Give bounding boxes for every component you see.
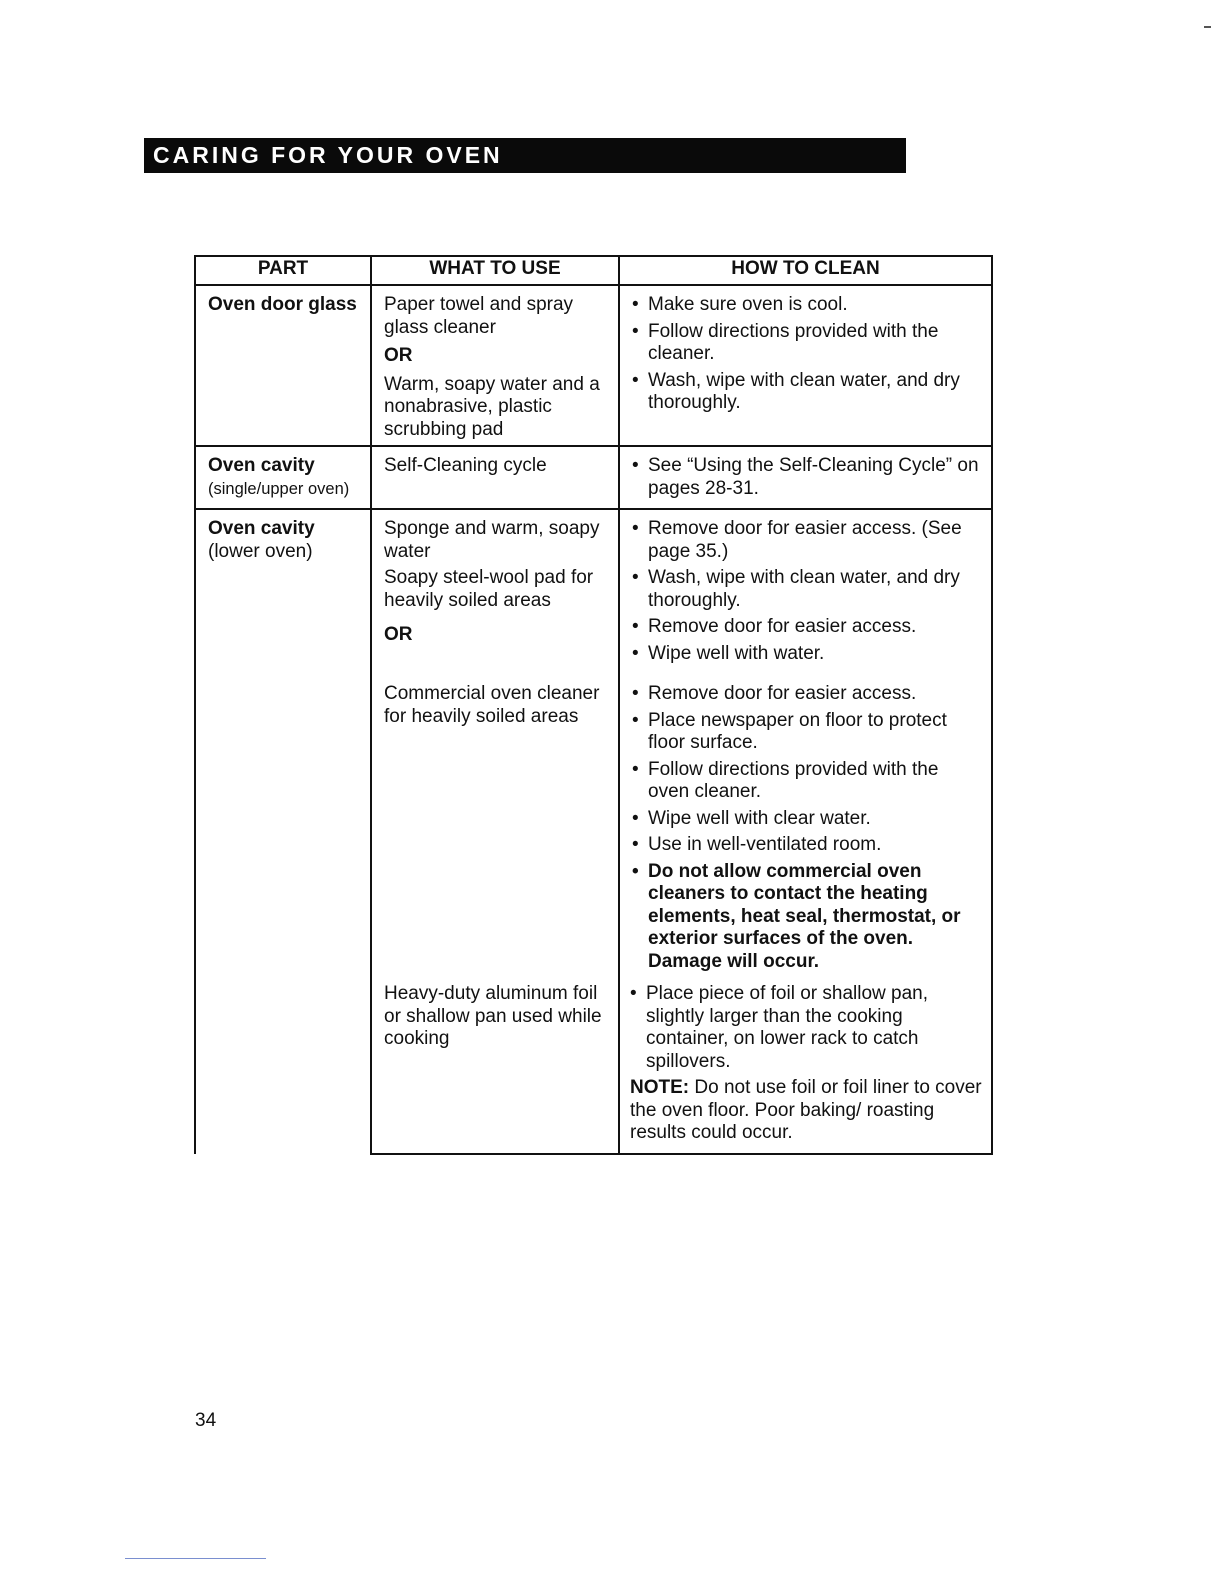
use-text: Self-Cleaning cycle [384,455,547,476]
instruction-list [632,455,983,500]
instruction-item: • Remove door for easier access. [632,683,983,706]
instruction-item: • Follow directions provided with the oven cleaner. [632,759,983,804]
table-row [195,446,992,509]
warning-item: • Do not allow commercial oven cleaners to contact the heating elements, heat seal, thermostat, or exterior surfaces of the oven. Damage will occur. [632,861,983,974]
section-title: CARING FOR YOUR OVEN [153,142,503,168]
part-cell [195,446,371,509]
instruction-item: • Use in well-ventilated room. [632,834,983,857]
use-text: Soapy steel-wool pad for heavily soiled areas [384,567,594,611]
use-text: Warm, soapy water and a nonabrasive, plastic scrubbing pad [384,373,600,440]
instruction-list [632,683,983,973]
how-to-clean-cell [619,981,992,1154]
instruction-item: • Wipe well with clear water. [632,808,983,831]
table-header-row [195,256,992,285]
column-header-part: PART [195,256,371,285]
how-to-clean-cell [619,673,992,981]
instruction-list [632,294,983,415]
column-header-what-to-use: WHAT TO USE [371,256,619,285]
what-to-use-cell [371,285,619,446]
use-text: Paper towel and spray glass cleaner [384,294,574,338]
instruction-item: • Make sure oven is cool. [632,294,983,317]
use-text: Commercial oven cleaner for heavily soiled areas [384,683,600,727]
instruction-item: • Wipe well with water. [632,643,983,666]
use-text: Sponge and warm, soapy water [384,518,600,562]
part-name: Oven cavity [208,455,315,476]
note-label: NOTE: [630,1077,690,1098]
section-banner [144,138,906,173]
how-to-clean-cell [619,285,992,446]
part-cell [195,285,371,446]
scan-mark [1204,26,1211,28]
use-text: Heavy-duty aluminum foil or shallow pan used while cooking [384,983,602,1049]
part-name: Oven cavity [208,518,315,539]
note [630,1077,983,1145]
or-label: OR [384,624,413,645]
what-to-use-cell [371,673,619,981]
instruction-item: • Place piece of foil or shallow pan, slightly larger than the cooking container, on lower rack to catch spillovers. [630,983,983,1073]
part-name: Oven door glass [208,294,357,315]
page-number: 34 [195,1410,217,1431]
how-to-clean-cell [619,446,992,509]
what-to-use-cell [371,981,619,1154]
instruction-item: • Wash, wipe with clean water, and dry thoroughly. [632,370,983,415]
how-to-clean-cell [619,509,992,673]
instruction-item: • See “Using the Self-Cleaning Cycle” on pages 28-31. [632,455,983,500]
instruction-list [630,983,983,1073]
part-note: (lower oven) [208,540,313,562]
what-to-use-cell [371,446,619,509]
scan-mark [125,1558,266,1559]
cleaning-table [194,255,993,1155]
part-cell [195,509,371,1154]
instruction-item: • Remove door for easier access. (See page 35.) [632,518,983,563]
or-label: OR [384,345,413,366]
part-note: (single/upper oven) [208,479,350,498]
column-header-how-to-clean: HOW TO CLEAN [619,256,992,285]
what-to-use-cell [371,509,619,673]
instruction-item: • Place newspaper on floor to protect floor surface. [632,710,983,755]
instruction-list [632,518,983,665]
note-text: Do not use foil or foil liner to cover the oven floor. Poor baking/ roasting results could occur. [630,1077,982,1143]
table-row [195,285,992,446]
table-row [195,509,992,673]
instruction-item: • Follow directions provided with the cleaner. [632,321,983,366]
instruction-item: • Remove door for easier access. [632,616,983,639]
instruction-item: • Wash, wipe with clean water, and dry thoroughly. [632,567,983,612]
